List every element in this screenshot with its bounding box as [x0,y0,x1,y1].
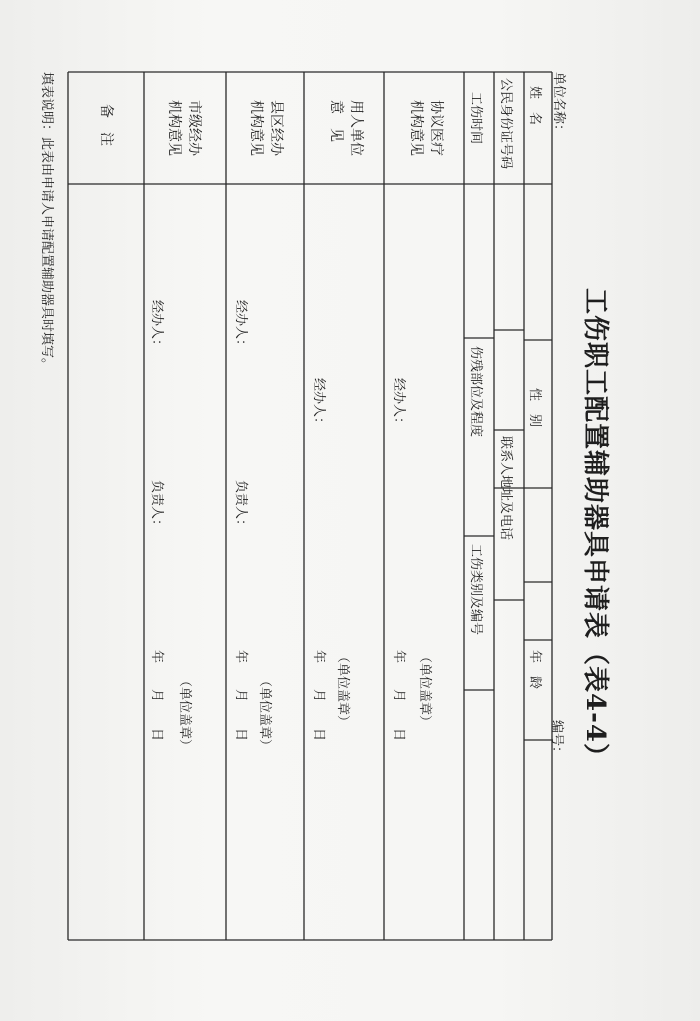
section-medical-label-1: 协议医疗 [428,100,444,156]
injury-time-label: 工伤时间 [468,92,483,145]
medical-stamp: （单位盖章） [417,650,432,729]
section-county-label-2: 机构意见 [248,100,264,156]
city-date: 年 月 日 [149,650,164,742]
section-medical-label-2: 机构意见 [408,100,424,156]
city-stamp: （单位盖章） [177,674,192,753]
id-number-label: 公民身份证号码 [498,78,513,170]
section-city-label-1: 市级经办 [186,100,202,156]
medical-handler: 经办人： [391,378,406,431]
employer-handler: 经办人： [311,378,326,431]
section-employer-label-2: 意 见 [328,100,344,142]
gender-label: 性 别 [527,388,542,428]
medical-date: 年 月 日 [391,650,406,742]
name-label: 姓 名 [527,86,542,126]
section-employer-label-1: 用人单位 [348,100,364,156]
city-leader: 负责人： [149,480,164,533]
form-title: 工伤职工配置辅助器具申请表（表4-4） [580,288,610,770]
fill-instructions: 填表说明：此表由申请人申请配置辅助器具时填写。 [39,72,54,372]
injury-type-label: 工伤类别及编号 [468,544,483,636]
number-label: 编号： [549,720,564,760]
injury-part-label: 伤残部位及程度 [468,346,483,438]
county-leader: 负责人： [233,480,248,533]
county-handler: 经办人： [233,300,248,353]
age-label: 年 龄 [527,650,542,690]
section-county-label-1: 县区经办 [268,100,284,156]
county-stamp: （单位盖章） [257,674,272,753]
employer-date: 年 月 日 [311,650,326,742]
unit-name-label: 单位名称： [551,72,566,138]
city-handler: 经办人： [149,300,164,353]
county-date: 年 月 日 [233,650,248,742]
contact-label: 联系人地址及电话 [498,436,513,541]
section-city-label-2: 机构意见 [166,100,182,156]
remarks-label: 备 注 [98,104,114,146]
employer-stamp: （单位盖章） [335,650,350,729]
